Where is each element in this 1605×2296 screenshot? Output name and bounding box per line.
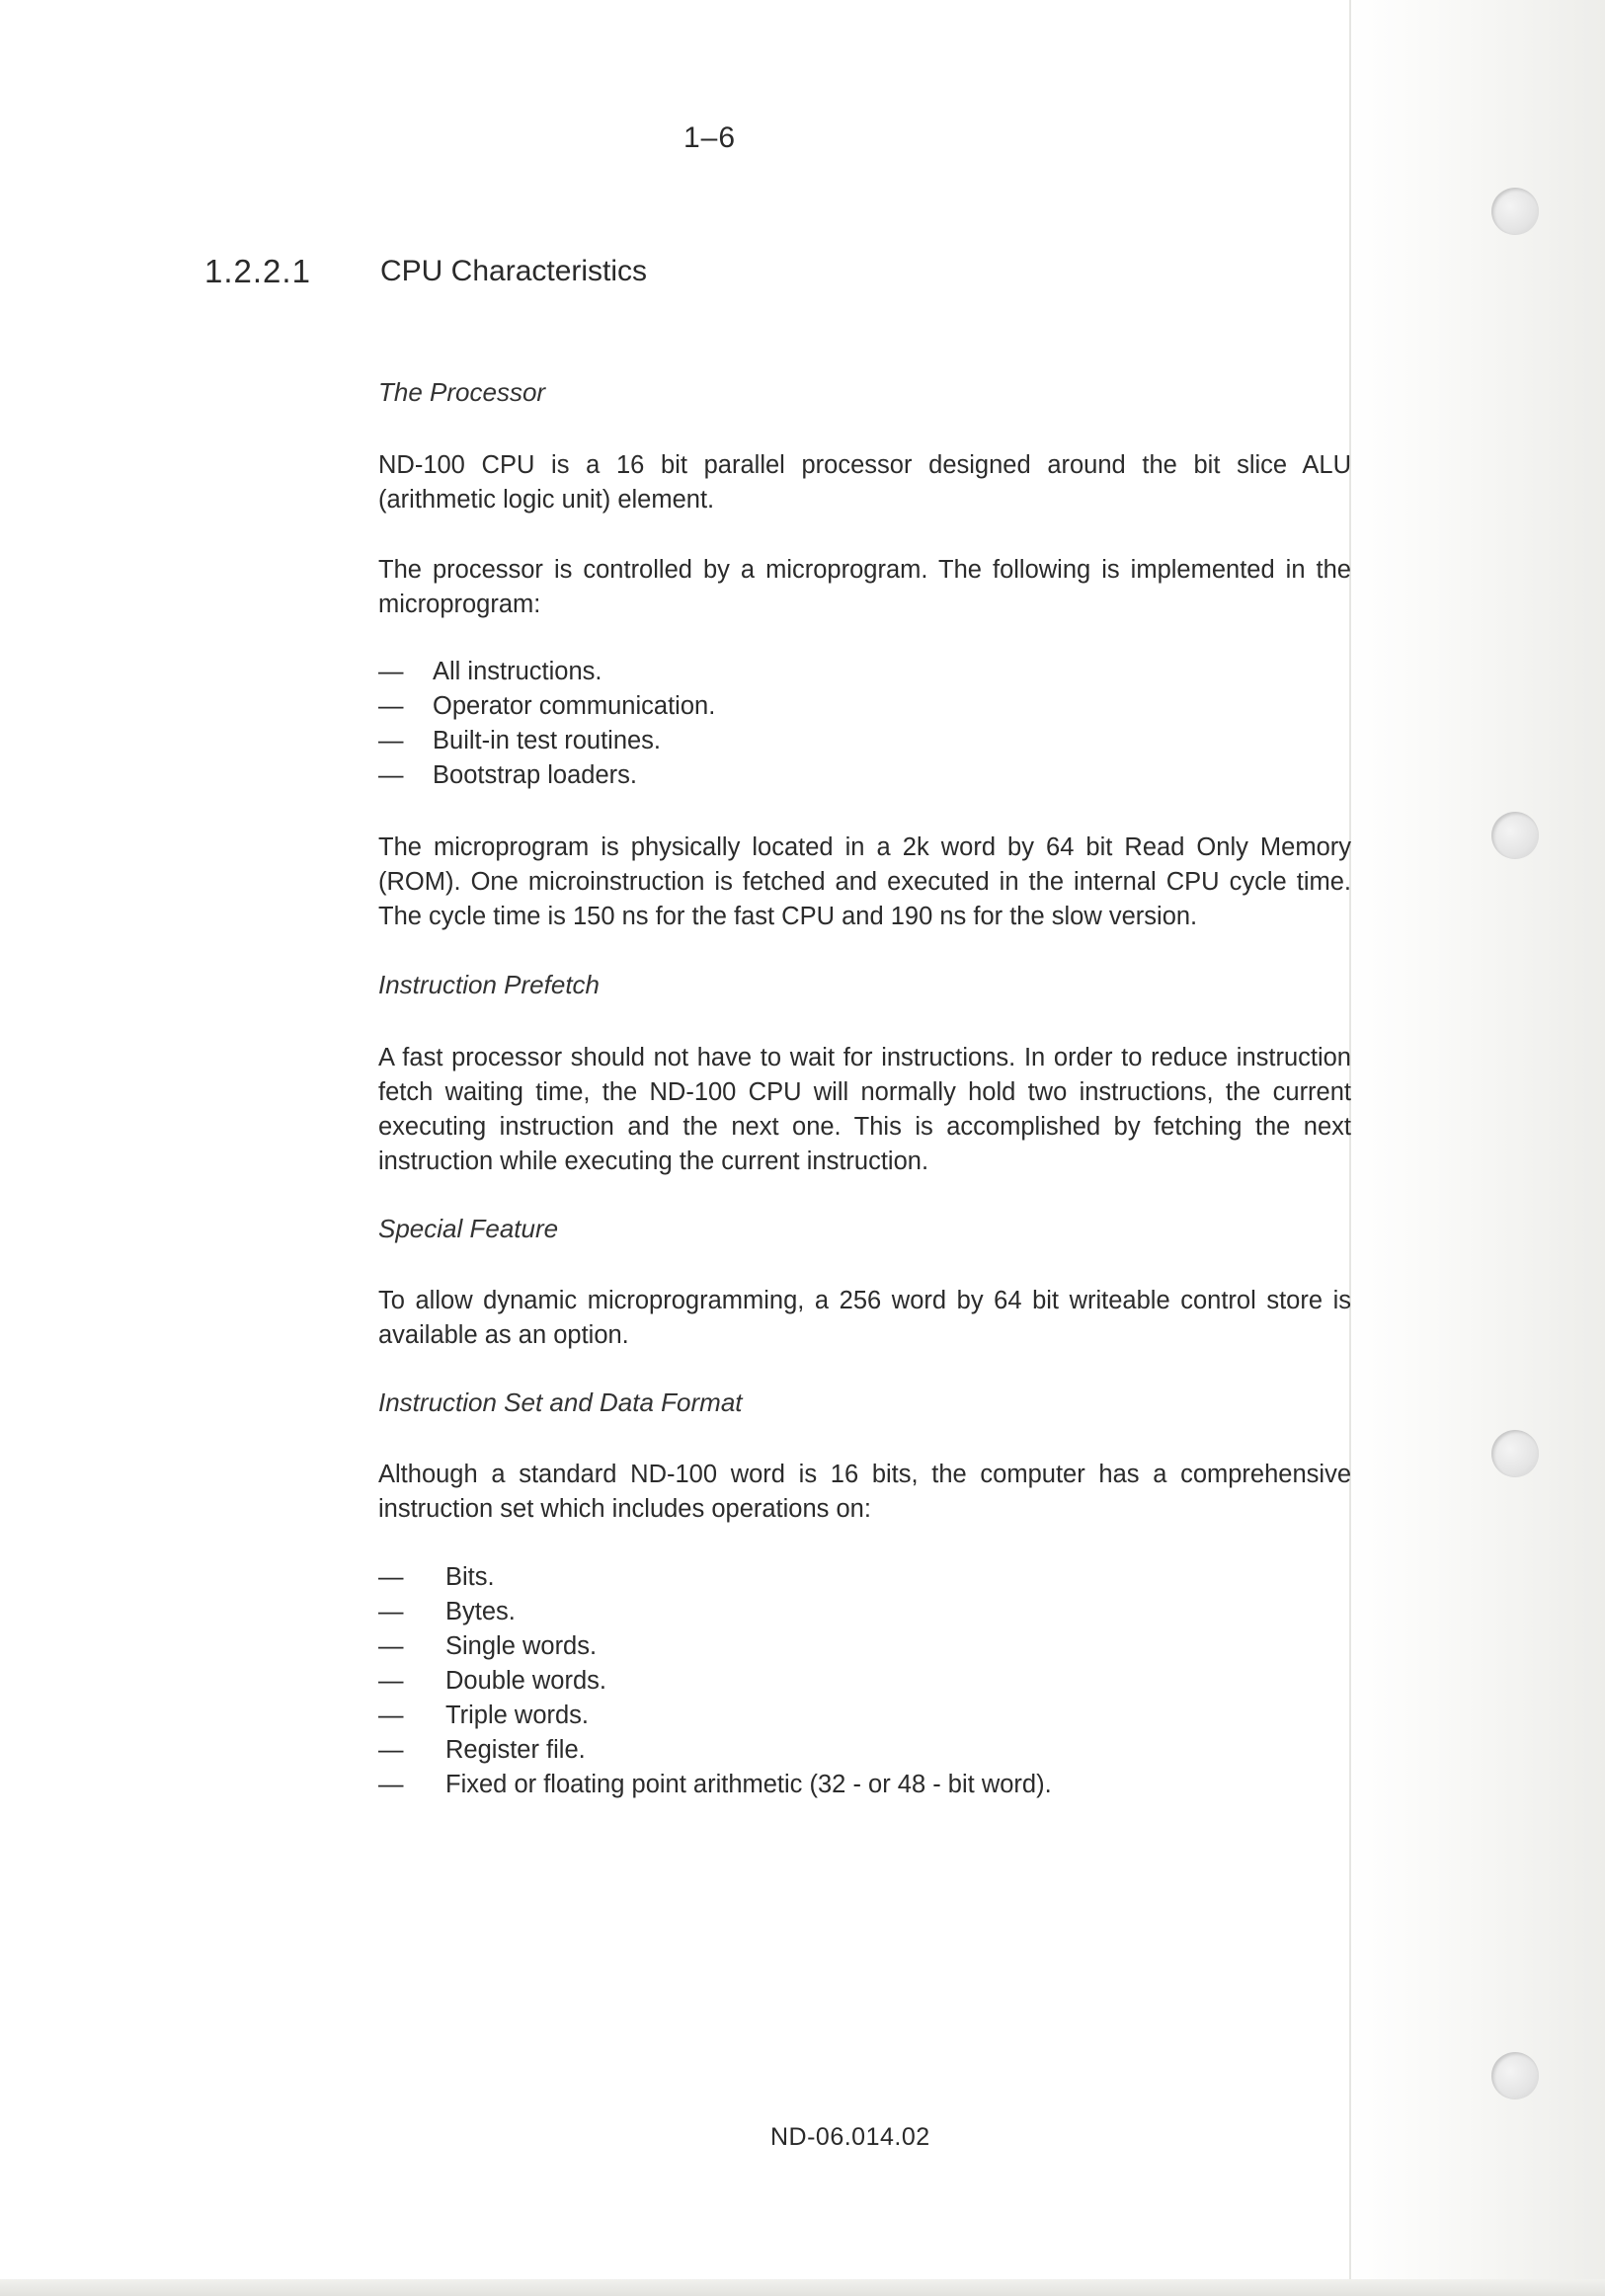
- list-item-text: Operator communication.: [433, 692, 716, 720]
- list-item-text: Fixed or floating point arithmetic (32 - or 48 - bit word).: [445, 1771, 1052, 1798]
- microprogram-list: [378, 655, 715, 793]
- subheading-special-feature: Special Feature: [378, 1214, 559, 1243]
- punch-hole-4: [1491, 2052, 1539, 2099]
- list-dash: —: [378, 1563, 404, 1591]
- list-item: [378, 1595, 1052, 1629]
- list-item-text: Register file.: [445, 1736, 586, 1764]
- list-dash: —: [378, 658, 404, 685]
- subheading-instruction-prefetch: Instruction Prefetch: [378, 970, 600, 999]
- page-number: 1–6: [683, 121, 737, 154]
- punch-hole-1: [1491, 188, 1539, 235]
- list-item: [378, 758, 715, 793]
- page-bottom-edge: [0, 2279, 1605, 2296]
- list-item-text: Single words.: [445, 1632, 598, 1660]
- list-dash: —: [378, 761, 404, 789]
- section-title: CPU Characteristics: [380, 255, 648, 287]
- paragraph-processor-2: The processor is controlled by a microprogram. The following is implemented in the microprogram:: [378, 556, 1351, 618]
- list-item: [378, 1733, 1052, 1768]
- list-item-text: Bits.: [445, 1563, 495, 1591]
- list-dash: —: [378, 1598, 404, 1625]
- list-item: [378, 1664, 1052, 1699]
- subheading-processor: The Processor: [378, 377, 546, 407]
- list-dash: —: [378, 727, 404, 754]
- list-item: [378, 1629, 1052, 1664]
- list-dash: —: [378, 1736, 404, 1764]
- list-dash: —: [378, 1667, 404, 1695]
- list-item-text: All instructions.: [433, 658, 602, 685]
- list-dash: —: [378, 1632, 404, 1660]
- paragraph-instruction-prefetch: A fast processor should not have to wait for instructions. In order to reduce instruction fetch waiting time, the ND-100 CPU will normally hold two instructions, the current executing instruction and the next one. This is accomplished by fetching the next instruction while executing the current instruction.: [378, 1044, 1351, 1175]
- punch-hole-3: [1491, 1430, 1539, 1477]
- operations-list: [378, 1560, 1052, 1802]
- list-item-text: Built-in test routines.: [433, 727, 662, 754]
- paragraph-processor-3: The microprogram is physically located in a 2k word by 64 bit Read Only Memory (ROM). One microinstruction is fetched and executed in the internal CPU cycle time. The cycle time is 150 ns for the fast CPU and 190 ns for the slow version.: [378, 833, 1351, 930]
- list-item: [378, 689, 715, 724]
- list-item-text: Double words.: [445, 1667, 606, 1695]
- list-item: [378, 1560, 1052, 1595]
- list-item-text: Bootstrap loaders.: [433, 761, 637, 789]
- section-number: 1.2.2.1: [204, 253, 311, 289]
- list-item-text: Bytes.: [445, 1598, 516, 1625]
- list-dash: —: [378, 1771, 404, 1798]
- list-item: [378, 1768, 1052, 1802]
- list-item-text: Triple words.: [445, 1702, 590, 1729]
- list-item: [378, 724, 715, 758]
- subheading-instruction-set: Instruction Set and Data Format: [378, 1387, 743, 1417]
- list-item: [378, 1699, 1052, 1733]
- paragraph-special-feature: To allow dynamic microprogramming, a 256 word by 64 bit writeable control store is available as an option.: [378, 1287, 1351, 1349]
- punch-hole-2: [1491, 812, 1539, 859]
- list-dash: —: [378, 1702, 404, 1729]
- list-item: [378, 655, 715, 689]
- list-dash: —: [378, 692, 404, 720]
- paragraph-processor-1: ND-100 CPU is a 16 bit parallel processor designed around the bit slice ALU (arithmetic logic unit) element.: [378, 451, 1351, 514]
- paragraph-instruction-set: Although a standard ND-100 word is 16 bits, the computer has a comprehensive instruction set which includes operations on:: [378, 1461, 1351, 1523]
- document-code-footer: ND-06.014.02: [770, 2123, 930, 2151]
